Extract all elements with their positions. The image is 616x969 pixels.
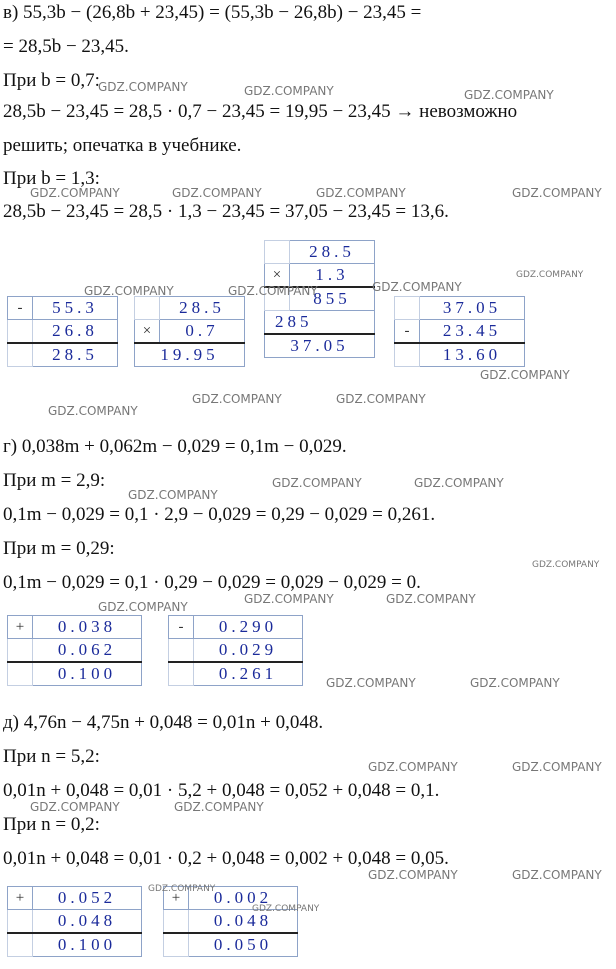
operator: × xyxy=(135,320,160,344)
line-d2: При n = 5,2: xyxy=(3,746,100,767)
calc-add-0-052 xyxy=(7,886,142,957)
line-d1: д) 4,76n − 4,75n + 0,048 = 0,01n + 0,048. xyxy=(3,712,324,733)
line-v7: 28,5b − 23,45 = 28,5 · 1,3 − 23,45 = 37,05 − 23,45 = 13,6. xyxy=(3,201,449,222)
operand-2: 0.7 xyxy=(160,320,245,344)
operand-2: 23.45 xyxy=(420,320,525,344)
watermark: GDZ.COMPANY xyxy=(326,676,416,690)
watermark: GDZ.COMPANY xyxy=(372,280,462,294)
line-v3: При b = 0,7: xyxy=(3,70,100,91)
result: 0.050 xyxy=(189,933,298,957)
partial-product-1: 855 xyxy=(290,287,375,311)
line-v4: 28,5b − 23,45 = 28,5 · 0,7 − 23,45 = 19,95 − 23,45 → невозможно xyxy=(3,101,518,122)
watermark: GDZ.COMPANY xyxy=(30,800,120,814)
watermark: GDZ.COMPANY xyxy=(192,392,282,406)
result: 0.100 xyxy=(33,933,142,957)
line-d4: При n = 0,2: xyxy=(3,814,100,835)
line-g1: г) 0,038m + 0,062m − 0,029 = 0,1m − 0,029. xyxy=(3,436,347,457)
watermark: GDZ.COMPANY xyxy=(480,368,570,382)
watermark: GDZ.COMPANY xyxy=(414,476,504,490)
operand-2: 26.8 xyxy=(33,320,118,344)
partial-product-2: 285 xyxy=(265,311,375,335)
line-v2: = 28,5b − 23,45. xyxy=(3,36,129,57)
calc-add-0-038 xyxy=(7,615,142,686)
line-g4: При m = 0,29: xyxy=(3,538,115,559)
result: 37.05 xyxy=(265,334,375,358)
calc-sub-0-290 xyxy=(168,615,303,686)
watermark: GDZ.COMPANY xyxy=(316,186,406,200)
operand-2: 0.048 xyxy=(189,910,298,934)
watermark: GDZ.COMPANY xyxy=(84,284,174,298)
calc-sub-37-05 xyxy=(394,296,525,367)
watermark: GDZ.COMPANY xyxy=(30,186,120,200)
operator: - xyxy=(169,616,194,639)
result: 0.100 xyxy=(33,662,142,686)
operand-1: 37.05 xyxy=(420,297,525,320)
watermark: GDZ.COMPANY xyxy=(252,904,320,914)
operand-1: 28.5 xyxy=(160,297,245,320)
watermark: GDZ.COMPANY xyxy=(336,392,426,406)
calc-sub-55-3 xyxy=(7,296,118,367)
watermark: GDZ.COMPANY xyxy=(128,488,218,502)
watermark: GDZ.COMPANY xyxy=(98,80,188,94)
result: 13.60 xyxy=(420,343,525,367)
watermark: GDZ.COMPANY xyxy=(272,476,362,490)
watermark: GDZ.COMPANY xyxy=(228,284,318,298)
line-g5: 0,1m − 0,029 = 0,1 · 0,29 − 0,029 = 0,029 − 0,029 = 0. xyxy=(3,572,421,593)
result: 19.95 xyxy=(135,343,245,367)
line-d5: 0,01n + 0,048 = 0,01 · 0,2 + 0,048 = 0,002 + 0,048 = 0,05. xyxy=(3,848,449,869)
operand-1: 0.052 xyxy=(33,887,142,910)
operator: + xyxy=(8,887,33,910)
watermark: GDZ.COMPANY xyxy=(512,760,602,774)
line-g3: 0,1m − 0,029 = 0,1 · 2,9 − 0,029 = 0,29 − 0,029 = 0,261. xyxy=(3,504,436,525)
watermark: GDZ.COMPANY xyxy=(244,592,334,606)
watermark: GDZ.COMPANY xyxy=(512,186,602,200)
line-d3: 0,01n + 0,048 = 0,01 · 5,2 + 0,048 = 0,052 + 0,048 = 0,1. xyxy=(3,780,440,801)
operand-2: 0.062 xyxy=(33,639,142,663)
operator: + xyxy=(164,887,189,910)
watermark: GDZ.COMPANY xyxy=(532,560,600,570)
operator: - xyxy=(8,297,33,320)
watermark: GDZ.COMPANY xyxy=(98,600,188,614)
watermark: GDZ.COMPANY xyxy=(386,592,476,606)
operand-1: 0.290 xyxy=(194,616,303,639)
operator: × xyxy=(265,264,290,288)
operand-2: 0.048 xyxy=(33,910,142,934)
watermark: GDZ.COMPANY xyxy=(172,186,262,200)
line-g2: При m = 2,9: xyxy=(3,470,106,491)
watermark: GDZ.COMPANY xyxy=(174,800,264,814)
line-v5: решить; опечатка в учебнике. xyxy=(3,135,242,156)
watermark: GDZ.COMPANY xyxy=(48,404,138,418)
watermark: GDZ.COMPANY xyxy=(470,676,560,690)
calc-add-0-002 xyxy=(163,886,298,957)
operand-1: 0.002 xyxy=(189,887,298,910)
watermark: GDZ.COMPANY xyxy=(148,884,216,894)
operand-1: 28.5 xyxy=(290,241,375,264)
watermark: GDZ.COMPANY xyxy=(244,84,334,98)
line-v1: в) 55,3b − (26,8b + 23,45) = (55,3b − 26,8b) − 23,45 = xyxy=(3,2,422,23)
watermark: GDZ.COMPANY xyxy=(512,868,602,882)
result: 28.5 xyxy=(33,343,118,367)
operand-2: 1.3 xyxy=(290,264,375,288)
line-v6: При b = 1,3: xyxy=(3,168,100,189)
watermark: GDZ.COMPANY xyxy=(464,88,554,102)
watermark: GDZ.COMPANY xyxy=(516,270,584,280)
operand-1: 0.038 xyxy=(33,616,142,639)
watermark: GDZ.COMPANY xyxy=(368,868,458,882)
operator: - xyxy=(395,320,420,344)
result: 0.261 xyxy=(194,662,303,686)
operator: + xyxy=(8,616,33,639)
operand-1: 55.3 xyxy=(33,297,118,320)
watermark: GDZ.COMPANY xyxy=(368,760,458,774)
operand-2: 0.029 xyxy=(194,639,303,663)
calc-mul-28-5-1-3 xyxy=(264,240,375,358)
calc-mul-28-5-0-7 xyxy=(134,296,245,367)
